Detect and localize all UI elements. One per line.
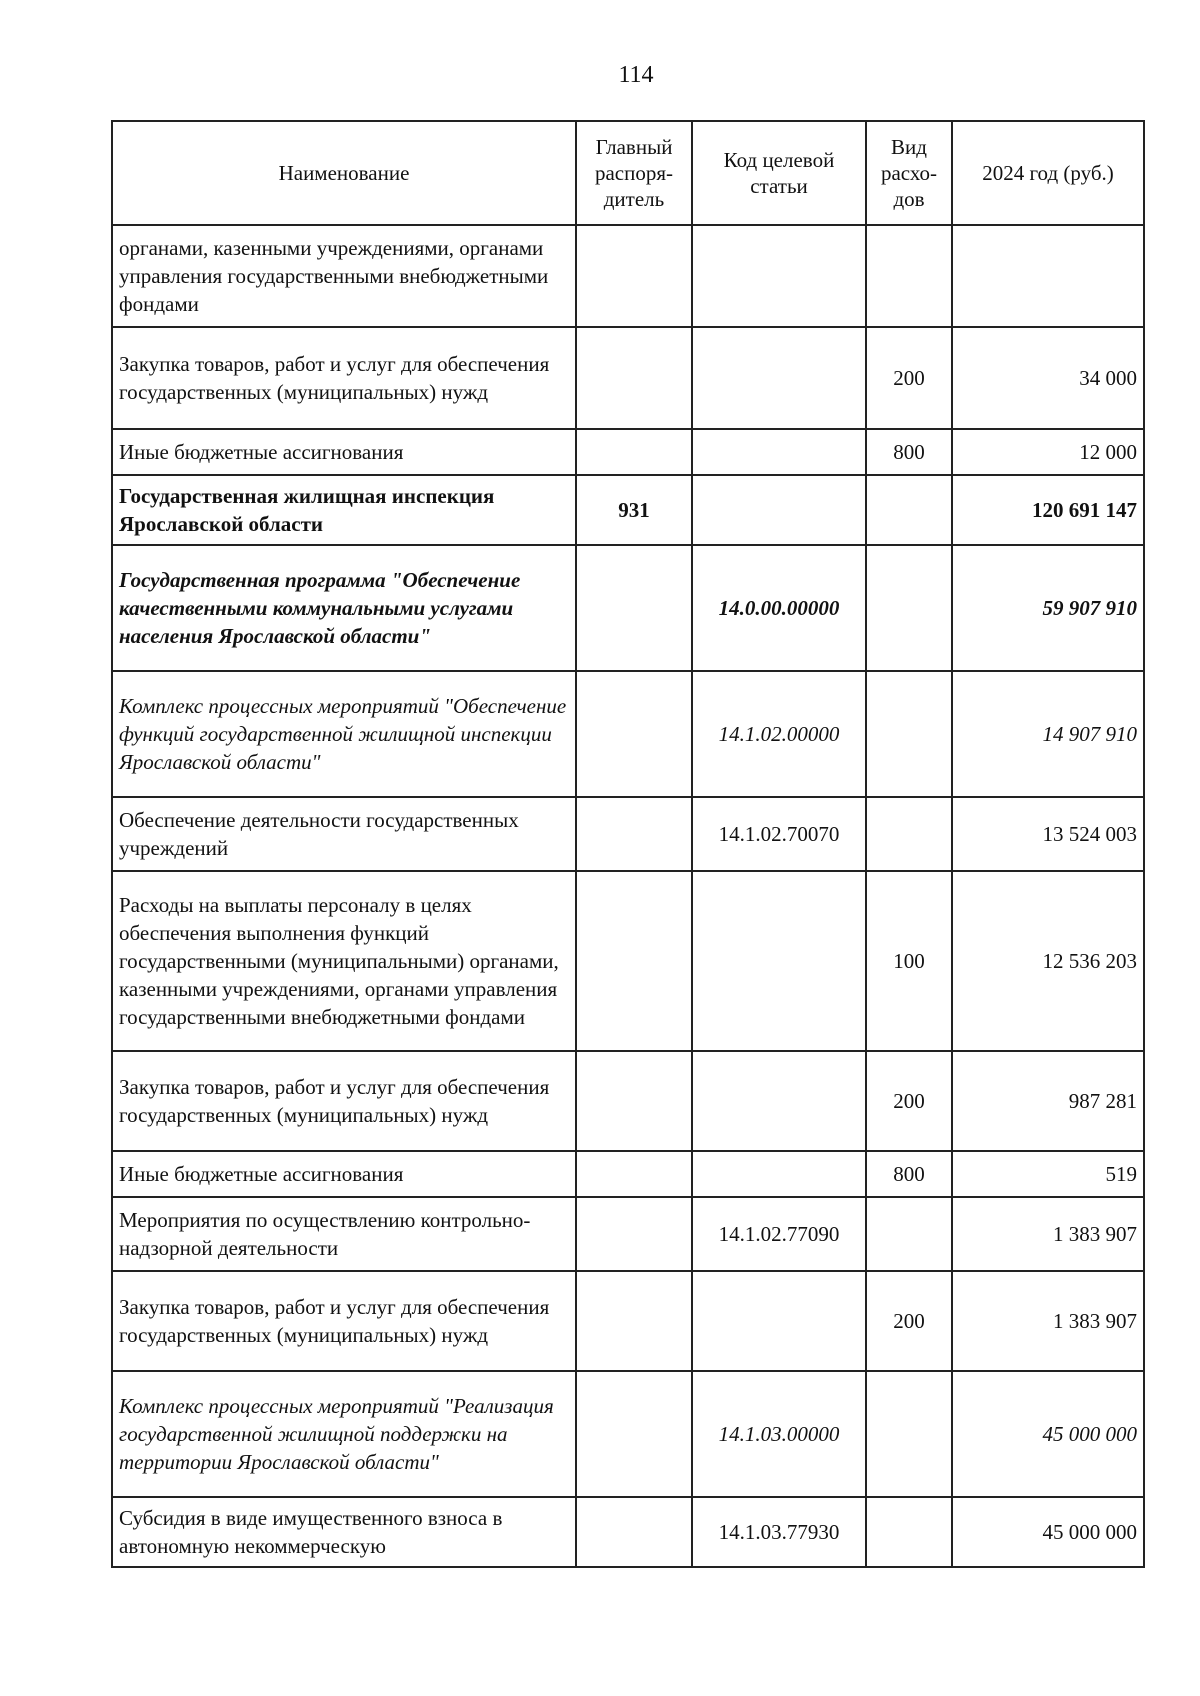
cell-target-code [692, 475, 866, 545]
cell-amount: 34 000 [952, 327, 1144, 429]
cell-target-code [692, 1051, 866, 1151]
cell-main-administrator [576, 429, 692, 475]
cell-expense-type: 800 [866, 1151, 952, 1197]
table-row [112, 1051, 1144, 1151]
header-main-administrator: Главный распоря-дитель [576, 121, 692, 225]
cell-target-code [692, 1271, 866, 1371]
cell-name: Мероприятия по осуществлению контрольно-надзорной деятельности [112, 1197, 576, 1271]
cell-target-code: 14.1.03.77930 [692, 1497, 866, 1567]
cell-amount: 13 524 003 [952, 797, 1144, 871]
cell-amount [952, 225, 1144, 327]
cell-main-administrator [576, 1271, 692, 1371]
cell-main-administrator [576, 225, 692, 327]
cell-main-administrator [576, 671, 692, 797]
table-row [112, 1151, 1144, 1197]
table-row [112, 1271, 1144, 1371]
cell-expense-type [866, 545, 952, 671]
table-row [112, 225, 1144, 327]
cell-target-code: 14.1.02.77090 [692, 1197, 866, 1271]
table-row [112, 797, 1144, 871]
cell-target-code [692, 327, 866, 429]
cell-expense-type [866, 1371, 952, 1497]
cell-name: Комплекс процессных мероприятий "Обеспечение функций государственной жилищной инспекции Ярославской области" [112, 671, 576, 797]
cell-expense-type: 200 [866, 327, 952, 429]
cell-name: Закупка товаров, работ и услуг для обеспечения государственных (муниципальных) нужд [112, 1271, 576, 1371]
cell-main-administrator [576, 1497, 692, 1567]
cell-name: Комплекс процессных мероприятий "Реализация государственной жилищной поддержки на территории Ярославской области" [112, 1371, 576, 1497]
cell-target-code: 14.1.03.00000 [692, 1371, 866, 1497]
cell-amount: 519 [952, 1151, 1144, 1197]
cell-main-administrator [576, 1371, 692, 1497]
cell-expense-type [866, 797, 952, 871]
page-number: 114 [618, 62, 654, 88]
cell-main-administrator: 931 [576, 475, 692, 545]
cell-amount: 12 536 203 [952, 871, 1144, 1051]
cell-name: Обеспечение деятельности государственных учреждений [112, 797, 576, 871]
cell-expense-type: 200 [866, 1271, 952, 1371]
cell-amount: 987 281 [952, 1051, 1144, 1151]
table-row [112, 1371, 1144, 1497]
cell-main-administrator [576, 797, 692, 871]
cell-name: Иные бюджетные ассигнования [112, 1151, 576, 1197]
cell-target-code [692, 225, 866, 327]
cell-amount: 1 383 907 [952, 1271, 1144, 1371]
header-year-2024: 2024 год (руб.) [952, 121, 1144, 225]
cell-expense-type [866, 671, 952, 797]
cell-target-code [692, 1151, 866, 1197]
cell-main-administrator [576, 327, 692, 429]
cell-name: Государственная программа "Обеспечение качественными коммунальными услугами населения Ярославской области" [112, 545, 576, 671]
table-row [112, 1497, 1144, 1567]
cell-amount: 45 000 000 [952, 1371, 1144, 1497]
cell-target-code [692, 871, 866, 1051]
cell-target-code [692, 429, 866, 475]
cell-expense-type: 200 [866, 1051, 952, 1151]
table-row [112, 871, 1144, 1051]
cell-expense-type [866, 1497, 952, 1567]
cell-main-administrator [576, 871, 692, 1051]
table-row [112, 545, 1144, 671]
header-name: Наименование [112, 121, 576, 225]
cell-expense-type: 100 [866, 871, 952, 1051]
cell-main-administrator [576, 1051, 692, 1151]
cell-target-code: 14.0.00.00000 [692, 545, 866, 671]
cell-amount: 12 000 [952, 429, 1144, 475]
cell-expense-type [866, 1197, 952, 1271]
cell-amount: 1 383 907 [952, 1197, 1144, 1271]
header-target-code: Код целевой статьи [692, 121, 866, 225]
cell-expense-type: 800 [866, 429, 952, 475]
cell-name: органами, казенными учреждениями, органами управления государственными внебюджетными фондами [112, 225, 576, 327]
table-row [112, 1197, 1144, 1271]
cell-main-administrator [576, 1151, 692, 1197]
cell-name: Расходы на выплаты персоналу в целях обеспечения выполнения функций государственными (муниципальными) органами, казенными учреждениями, органами управления государственными внебюджетными фондами [112, 871, 576, 1051]
cell-name: Иные бюджетные ассигнования [112, 429, 576, 475]
budget-table [111, 120, 1145, 1568]
table-row [112, 327, 1144, 429]
cell-name: Субсидия в виде имущественного взноса в автономную некоммерческую [112, 1497, 576, 1567]
cell-main-administrator [576, 545, 692, 671]
cell-expense-type [866, 475, 952, 545]
table-row [112, 671, 1144, 797]
cell-target-code: 14.1.02.70070 [692, 797, 866, 871]
table-row [112, 429, 1144, 475]
table-row [112, 475, 1144, 545]
cell-amount: 120 691 147 [952, 475, 1144, 545]
cell-amount: 14 907 910 [952, 671, 1144, 797]
cell-amount: 45 000 000 [952, 1497, 1144, 1567]
cell-expense-type [866, 225, 952, 327]
cell-main-administrator [576, 1197, 692, 1271]
header-expense-type: Вид расхо-дов [866, 121, 952, 225]
cell-name: Закупка товаров, работ и услуг для обеспечения государственных (муниципальных) нужд [112, 327, 576, 429]
cell-amount: 59 907 910 [952, 545, 1144, 671]
table-header-row [112, 121, 1144, 225]
cell-name: Государственная жилищная инспекция Ярославской области [112, 475, 576, 545]
cell-name: Закупка товаров, работ и услуг для обеспечения государственных (муниципальных) нужд [112, 1051, 576, 1151]
cell-target-code: 14.1.02.00000 [692, 671, 866, 797]
